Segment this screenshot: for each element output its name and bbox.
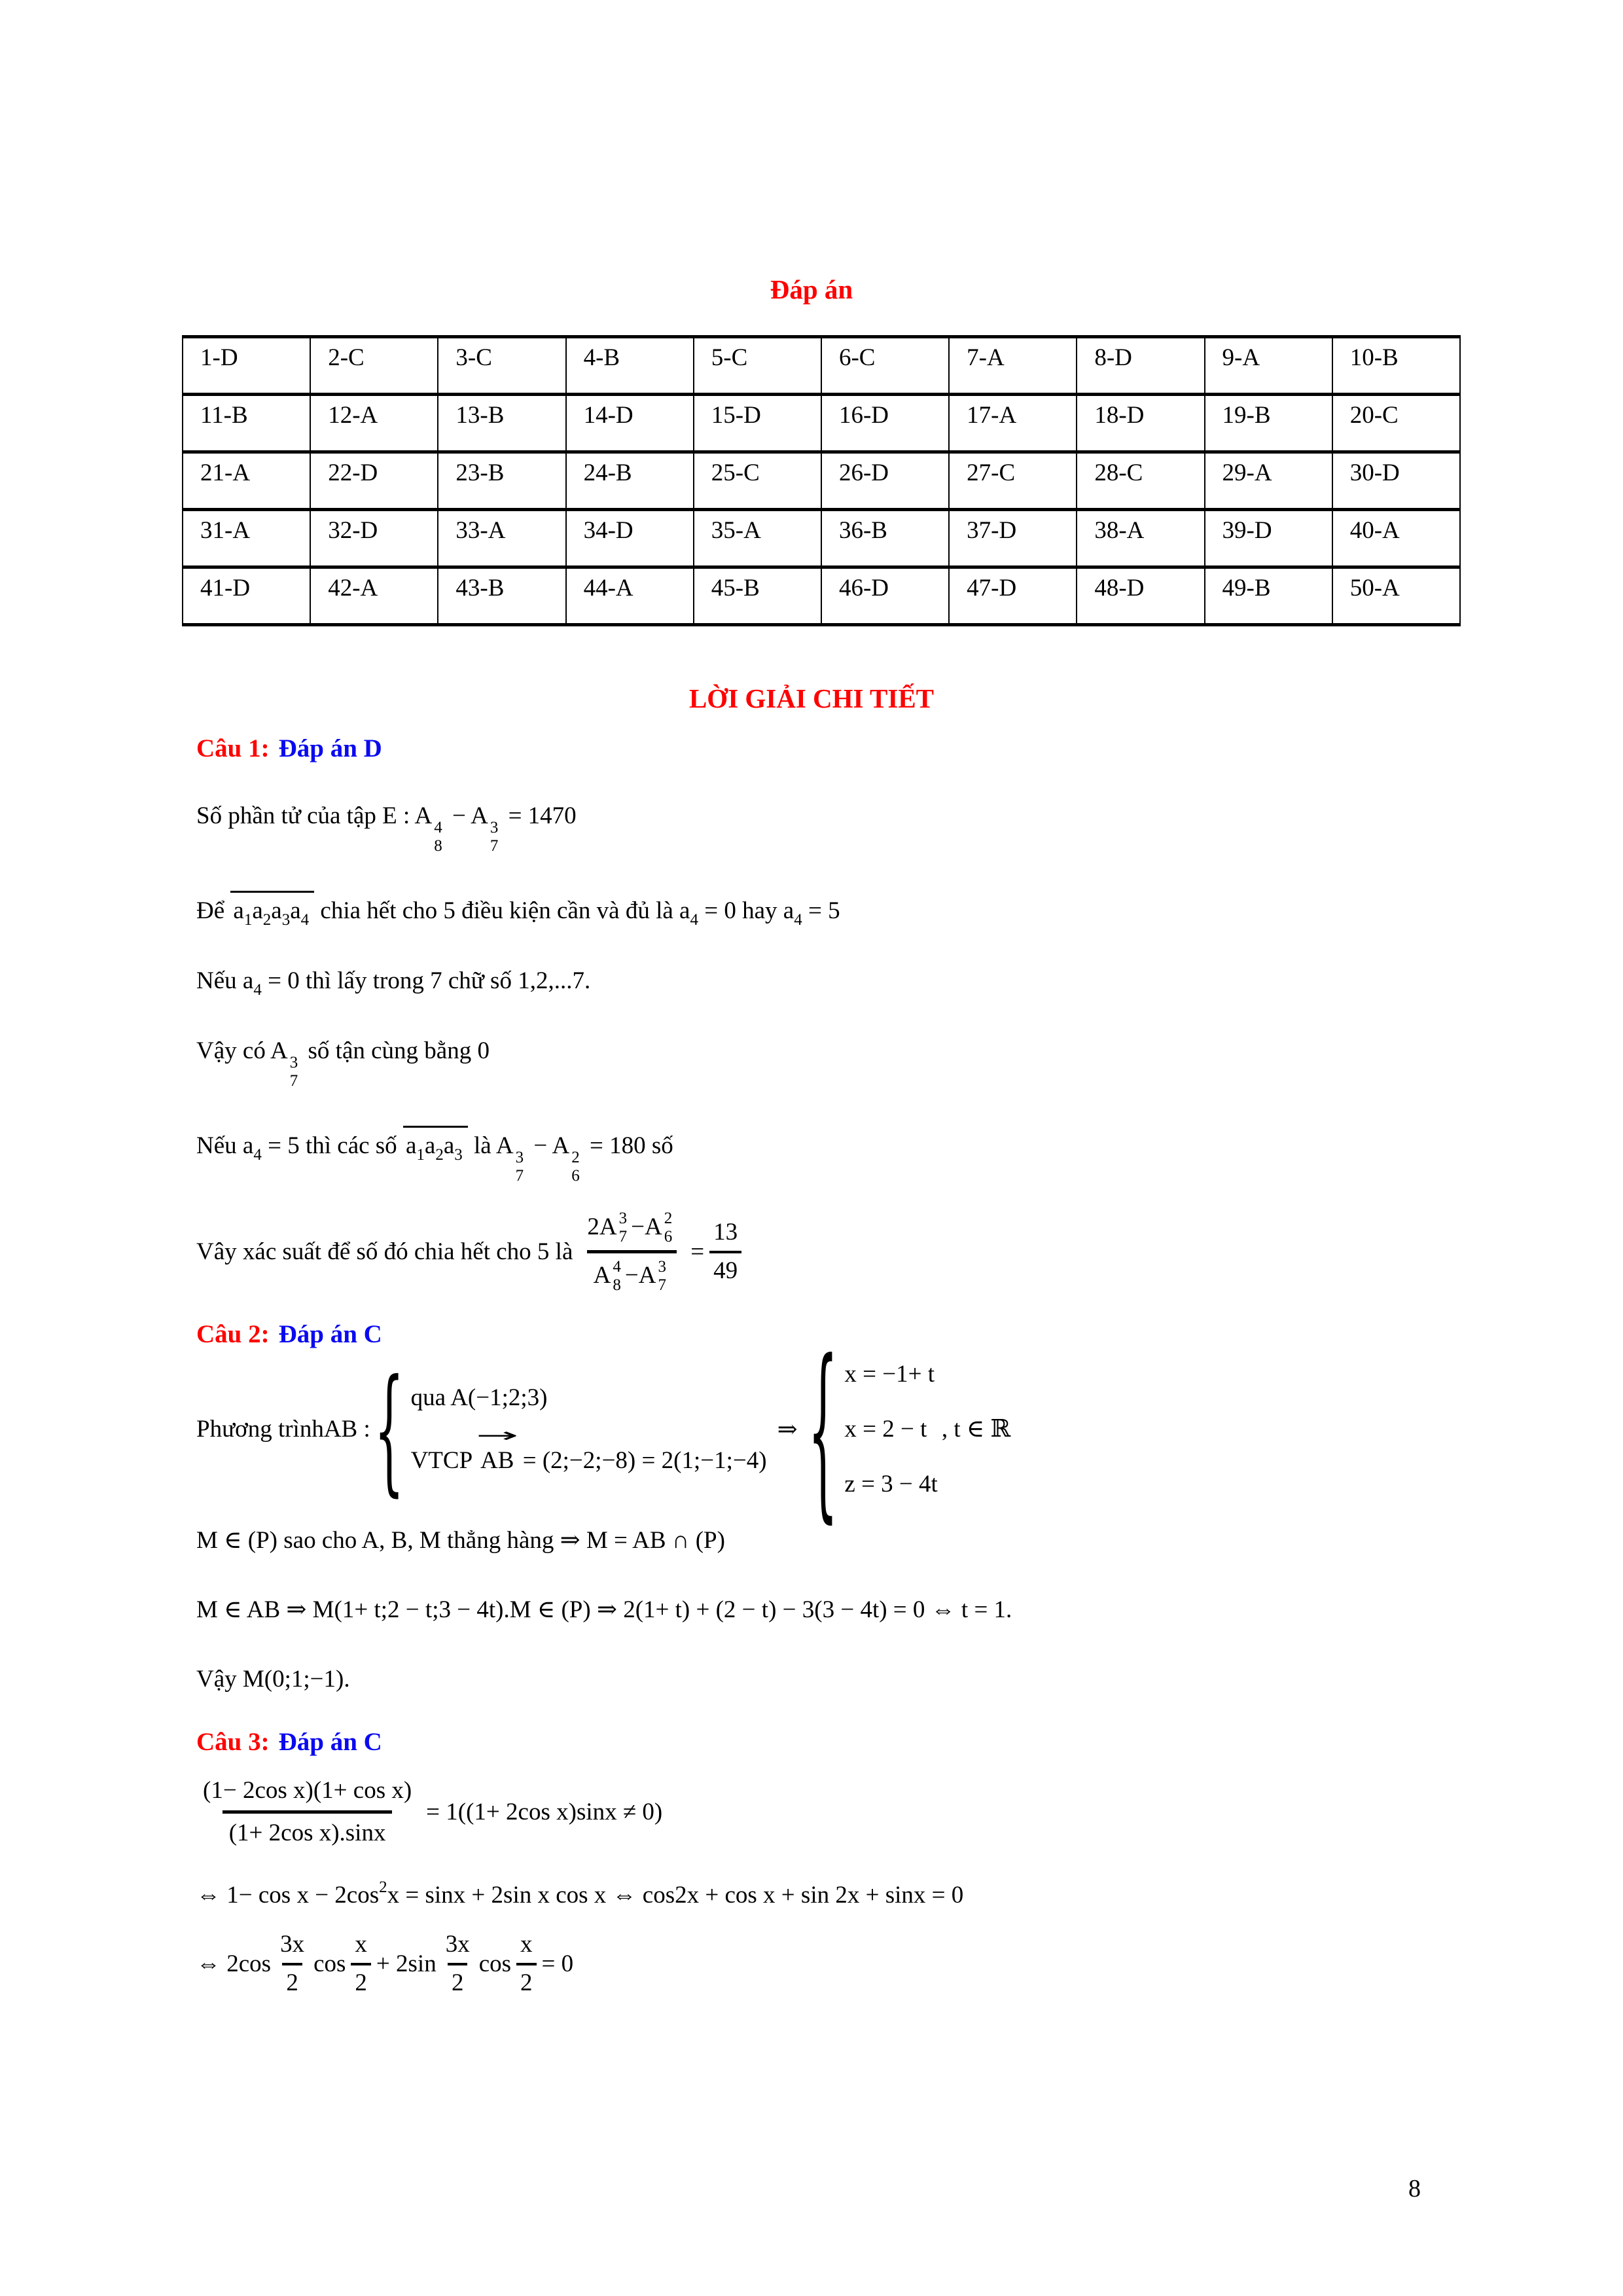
fraction-denominator: 2 [448, 1963, 468, 1998]
math-text: a [290, 897, 301, 924]
fraction [196, 1776, 418, 1848]
math-text: Số phần tử của tập [196, 802, 383, 829]
answer-cell: 9-A [1205, 337, 1332, 395]
answer-key-title: Đáp án [770, 274, 853, 304]
answer-cell: 44-A [566, 567, 694, 625]
answer-cell: 22-D [310, 452, 438, 510]
math-sup: 3 [618, 1210, 628, 1227]
answer-cell: 20-C [1332, 395, 1460, 452]
answer-cell: 7-A [949, 337, 1077, 395]
left-brace-icon: { [808, 1319, 838, 1539]
answer-cell: 13-B [438, 395, 565, 452]
math-sup: 4 [613, 1258, 621, 1276]
answer-cell: 3-C [438, 337, 565, 395]
math-sub: 8 [434, 837, 442, 855]
math-text: x = −1+ t [844, 1361, 935, 1388]
math-text: a [242, 967, 254, 994]
answer-cell: 37-D [949, 510, 1077, 567]
math-sub: 4 [253, 981, 262, 999]
answer-cell: 29-A [1205, 452, 1332, 510]
fraction-numerator: x [355, 1931, 367, 1958]
fraction-denominator: 2 [282, 1963, 302, 1998]
solution-line [196, 1663, 1623, 1696]
math-text: E : [382, 802, 410, 829]
math-text: Vậy có [196, 1037, 271, 1064]
math-sup: 2 [664, 1210, 673, 1227]
question-answer: Đáp án C [278, 1727, 382, 1756]
math-text: M ∈ AB ⇒ M(1+ t;2 − t;3 − 4t).M ∈ (P) ⇒ 2(1+ t) + (2 − t) − 3(3 − 4t) = 0 ⇔ t = 1. [196, 1596, 1012, 1623]
answer-cell: 11-B [183, 395, 310, 452]
math-text: VTCP [410, 1446, 478, 1474]
math-text: a [252, 897, 263, 924]
answer-cell: 15-D [694, 395, 821, 452]
math-text: cos [313, 1950, 346, 1977]
answer-cell: 17-A [949, 395, 1077, 452]
math-text: A [270, 1037, 288, 1064]
math-text: = 5 [808, 897, 840, 924]
math-text: A [471, 802, 488, 829]
math-text: a [271, 897, 282, 924]
math-text: = 1470 [508, 802, 577, 829]
left-brace-icon: { [374, 1350, 404, 1509]
math-text: a [679, 897, 690, 924]
math-text: hay [736, 897, 783, 924]
math-text: AB [480, 1446, 514, 1474]
math-text: A [495, 1132, 514, 1159]
math-sub: 4 [253, 1146, 262, 1164]
math-sub: 8 [613, 1276, 621, 1294]
solution-line [196, 1776, 1623, 1848]
question-2-heading [196, 1319, 1623, 1349]
answer-cell: 1-D [183, 337, 310, 395]
fraction-numerator [580, 1210, 683, 1250]
fraction [516, 1930, 537, 1998]
answer-cell: 46-D [821, 567, 949, 625]
math-sup: 3 [490, 819, 499, 836]
vector-arrow-icon: → [476, 1424, 519, 1447]
solution-line [196, 1126, 1623, 1184]
math-text: = 0 [704, 897, 736, 924]
solution-line [196, 965, 1623, 998]
math-text: a [443, 1132, 455, 1159]
math-sub: 1 [243, 911, 253, 929]
answer-cell: 5-C [694, 337, 821, 395]
question-label: Câu 2: [196, 1320, 270, 1348]
math-sup: 3 [289, 1054, 298, 1071]
math-text: = 0 [541, 1950, 574, 1977]
math-supsub [571, 1149, 580, 1184]
answer-cell: 23-B [438, 452, 565, 510]
math-text: ⇔ 1− cos x − 2cos [196, 1882, 380, 1909]
answer-cell: 12-A [310, 395, 438, 452]
math-sub: 4 [690, 911, 698, 929]
question-label: Câu 3: [196, 1727, 270, 1756]
fraction [709, 1218, 741, 1285]
math-text: cos [478, 1950, 512, 1977]
math-sub: 6 [664, 1228, 673, 1246]
math-supsub [490, 819, 499, 854]
answer-cell: 4-B [566, 337, 694, 395]
solution-line [196, 1594, 1623, 1626]
math-text: Nếu [196, 1132, 243, 1159]
math-text: Nếu [196, 967, 243, 994]
math-sub: 4 [794, 911, 802, 929]
question-3-heading [196, 1727, 1623, 1757]
system-rows [411, 1382, 767, 1477]
math-sup: 2 [571, 1149, 580, 1166]
table-row [183, 567, 1460, 625]
math-text: z = 3 − 4t [844, 1470, 938, 1498]
overline-group [403, 1126, 468, 1163]
math-operator: − [624, 1262, 639, 1289]
table-row [183, 337, 1460, 395]
math-sub: 7 [618, 1228, 628, 1246]
answer-cell: 31-A [183, 510, 310, 567]
math-text: A [593, 1262, 611, 1289]
math-text: , t ∈ ℝ [941, 1415, 1011, 1443]
question-1-heading [196, 734, 1623, 763]
solution-line [196, 891, 1623, 928]
answer-cell: 45-B [694, 567, 821, 625]
answer-cell: 34-D [566, 510, 694, 567]
answer-cell: 33-A [438, 510, 565, 567]
math-text: a [424, 1132, 436, 1159]
answer-cell: 32-D [310, 510, 438, 567]
math-text: qua A(−1;2;3) [410, 1384, 548, 1411]
math-text: ⇔ 2cos [196, 1950, 272, 1977]
math-text: Để [196, 897, 231, 924]
answer-cell: 28-C [1077, 452, 1204, 510]
math-text: AB : [323, 1415, 370, 1443]
answer-cell: 25-C [694, 452, 821, 510]
math-text: là [467, 1132, 496, 1159]
math-text: a [242, 1132, 254, 1159]
math-sub: 7 [490, 837, 499, 855]
math-sub: 1 [416, 1146, 425, 1164]
math-text: A [414, 802, 433, 829]
math-text: chia hết cho 5 điều kiện cần và đủ là [314, 897, 680, 924]
math-text: x = sinx + 2sin x cos x ⇔ cos2x + cos x + sin 2x + sinx = 0 [387, 1882, 964, 1909]
answer-cell: 38-A [1077, 510, 1204, 567]
math-text: a [233, 897, 244, 924]
equation-system [808, 1319, 938, 1539]
math-supsub [613, 1259, 621, 1293]
fraction [442, 1930, 474, 1998]
math-sub: 2 [262, 911, 272, 929]
table-row [183, 510, 1460, 567]
math-sub: 7 [515, 1167, 524, 1185]
solution-line [196, 1879, 1623, 1912]
overline-group [230, 891, 314, 928]
question-answer: Đáp án D [278, 734, 382, 762]
table-row [183, 395, 1460, 452]
solution-line [196, 800, 1623, 854]
math-sub: 2 [435, 1146, 444, 1164]
math-operator: − [631, 1213, 645, 1241]
answer-cell: 24-B [566, 452, 694, 510]
math-operator: − [452, 802, 466, 829]
math-text: Phương trình [196, 1415, 324, 1443]
answer-cell: 43-B [438, 567, 565, 625]
implies-symbol: ⇒ [777, 1414, 798, 1443]
math-sub: 7 [289, 1072, 298, 1090]
math-supsub [658, 1259, 666, 1293]
solution-line [196, 1930, 1623, 1998]
math-sub: 4 [300, 911, 310, 929]
fraction-denominator: 2 [351, 1963, 371, 1998]
page-number: 8 [1408, 2175, 1421, 2202]
answer-cell: 10-B [1332, 337, 1460, 395]
math-text: = 5 thì các số [268, 1132, 403, 1159]
answer-cell: 48-D [1077, 567, 1204, 625]
answer-cell: 30-D [1332, 452, 1460, 510]
answer-cell: 16-D [821, 395, 949, 452]
answer-cell: 14-D [566, 395, 694, 452]
math-text: = 0 thì lấy trong 7 chữ số 1,2,...7. [268, 967, 591, 994]
math-supsub [290, 1054, 298, 1089]
math-sub: 6 [571, 1167, 580, 1185]
math-sub: 3 [454, 1146, 463, 1164]
math-supsub [664, 1210, 673, 1245]
math-text: M ∈ (P) sao cho A, B, M thẳng hàng ⇒ M = AB ∩ (P) [196, 1526, 725, 1554]
math-text: số tận cùng bằng 0 [308, 1037, 490, 1064]
answer-cell: 6-C [821, 337, 949, 395]
answer-cell: 8-D [1077, 337, 1204, 395]
math-text: Vây xác suất để số đó chia hết cho 5 là [196, 1238, 573, 1265]
answer-cell: 39-D [1205, 510, 1332, 567]
answer-cell: 2-C [310, 337, 438, 395]
fraction [580, 1210, 683, 1293]
answer-cell: 49-B [1205, 567, 1332, 625]
math-sub: 7 [658, 1276, 666, 1294]
answer-cell: 50-A [1332, 567, 1460, 625]
answer-cell: 19-B [1205, 395, 1332, 452]
system-rows [844, 1358, 937, 1501]
math-text: Vậy M(0;1;−1). [196, 1665, 350, 1693]
fraction-numerator: 3x [445, 1931, 470, 1958]
math-text [410, 1424, 767, 1477]
solutions-heading: LỜI GIẢI CHI TIẾT [688, 683, 935, 713]
answer-key-table [182, 335, 1461, 626]
fraction-numerator: x [520, 1931, 533, 1958]
fraction-denominator [587, 1250, 677, 1293]
fraction-denominator: 2 [516, 1963, 537, 1998]
answer-cell: 27-C [949, 452, 1077, 510]
math-text: = (2;−2;−8) = 2(1;−1;−4) [516, 1446, 767, 1474]
answer-cell: 36-B [821, 510, 949, 567]
fraction [351, 1930, 371, 1998]
math-text: x = 2 − t [844, 1415, 927, 1443]
math-text: + 2sin [376, 1950, 437, 1977]
solution-line [196, 1210, 1623, 1293]
math-text: 2A [587, 1213, 617, 1241]
math-sup: 3 [658, 1258, 666, 1276]
solution-line [196, 1524, 1623, 1557]
equation-system [374, 1350, 767, 1509]
math-sup: 4 [434, 819, 442, 836]
math-text: a [783, 897, 794, 924]
answer-cell: 47-D [949, 567, 1077, 625]
math-text: A [644, 1213, 662, 1241]
fraction-numerator: 13 [713, 1219, 738, 1246]
math-supsub [516, 1149, 524, 1184]
fraction [276, 1930, 308, 1998]
math-operator: − [533, 1132, 548, 1159]
fraction-denominator: (1+ 2cos x).sinx [223, 1810, 393, 1848]
math-supsub [619, 1210, 628, 1245]
question-label: Câu 1: [196, 734, 270, 762]
answer-cell: 26-D [821, 452, 949, 510]
math-sub: 3 [281, 911, 291, 929]
answer-cell: 42-A [310, 567, 438, 625]
math-operator: = [690, 1238, 705, 1265]
math-text: A [638, 1262, 656, 1289]
solution-line [196, 1035, 1623, 1089]
vector-group [476, 1424, 519, 1477]
question-answer: Đáp án C [278, 1320, 382, 1348]
fraction-numerator: 3x [280, 1931, 305, 1958]
math-supsub [434, 819, 442, 854]
math-text: = 180 số [589, 1132, 673, 1159]
math-text: A [552, 1132, 570, 1159]
answer-cell: 18-D [1077, 395, 1204, 452]
answer-cell: 40-A [1332, 510, 1460, 567]
table-row [183, 452, 1460, 510]
fraction-numerator: (1− 2cos x)(1+ cos x) [203, 1776, 412, 1804]
math-text: = 1((1+ 2cos x)sinx ≠ 0) [426, 1798, 663, 1825]
math-sup: 2 [379, 1878, 387, 1897]
answer-cell: 41-D [183, 567, 310, 625]
answer-cell: 21-A [183, 452, 310, 510]
fraction-denominator: 49 [709, 1251, 741, 1285]
answer-cell: 35-A [694, 510, 821, 567]
math-text: a [405, 1132, 417, 1159]
math-sup: 3 [515, 1149, 524, 1166]
